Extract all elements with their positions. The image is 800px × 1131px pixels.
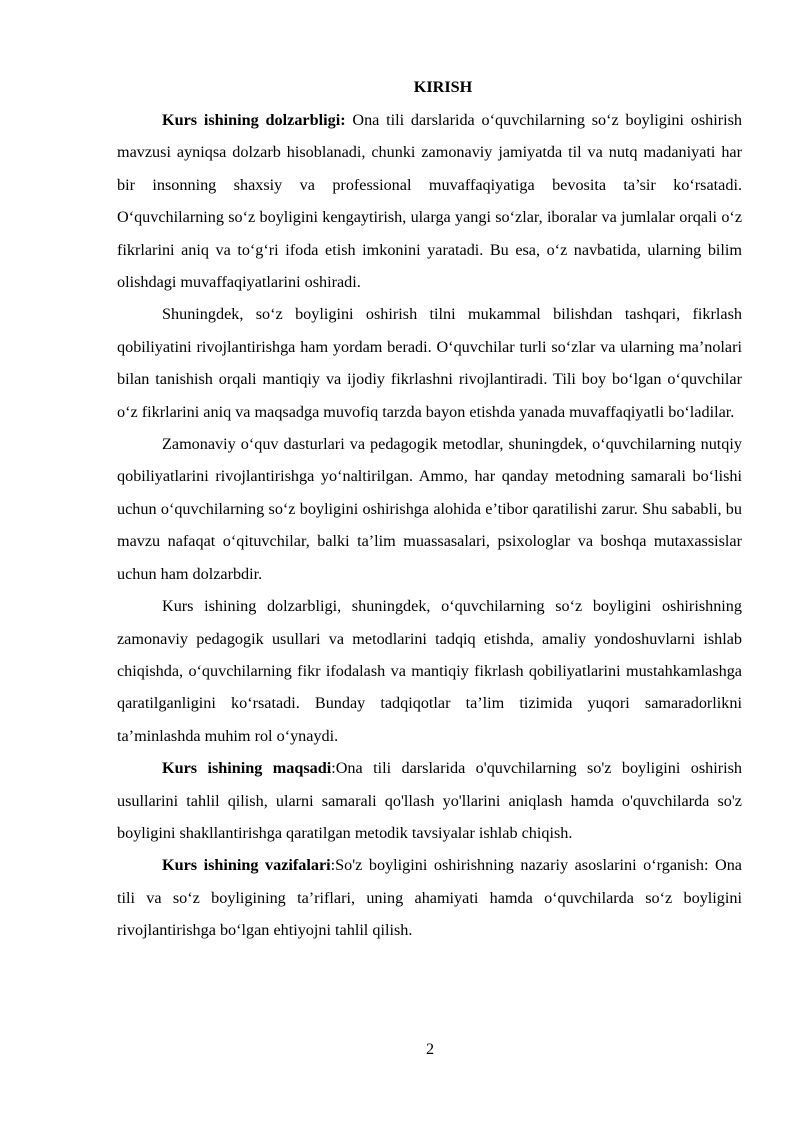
paragraph-text: Ona tili darslarida o‘quvchilarning so‘z boyligini oshirish mavzusi ayniqsa dolzarb hisoblanadi, chunki zamonaviy jamiyatda til va nutq madaniyati har bir insonning shaxsiy va professional muvaffaqiyatiga bevosita ta’sir ko‘rsatadi. O‘quvchilarning so‘z boyligini kengaytirish, ularga yangi so‘zlar, iboralar va jumlalar orqali o‘z fikrlarini aniq va to‘g‘ri ifoda etish imkonini yaratadi. Bu esa, o‘z navbatida, ularning bilim olishdagi muvaffaqiyatlarini oshiradi. (117, 111, 742, 292)
paragraph-label: Kurs ishining maqsadi (162, 759, 332, 778)
paragraph-relevance (117, 104, 742, 298)
page-number: 2 (425, 1040, 435, 1058)
paragraph-text: Shuningdek, so‘z boyligini oshirish tilni mukammal bilishdan tashqari, fikrlash qobiliyatini rivojlantirishga ham yordam beradi. O‘quvchilar turli so‘zlar va ularning ma’nolari bilan tanishish orqali mantiqiy va ijodiy fikrlashni rivojlantiradi. Tili boy bo‘lgan o‘quvchilar o‘z fikrlarini aniq va maqsadga muvofiq tarzda bayon etishda yanada muvaffaqiyatli bo‘ladilar. (117, 305, 742, 421)
paragraph-text: Kurs ishining dolzarbligi, shuningdek, o‘quvchilarning so‘z boyligini oshirishning zamonaviy pedagogik usullari va metodlarini tadqiq etishda, amaliy yondoshuvlarni ishlab chiqishda, o‘quvchilarning fikr ifodalash va mantiqiy fikrlash qobiliyatlarini mustahkamlashga qaratilganligini ko‘rsatadi. Bunday tadqiqotlar ta’lim tizimida yuqori samaradorlikni ta’minlashda muhim rol o‘ynaydi. (117, 597, 742, 745)
paragraph-text: :Ona tili darslarida o'quvchilarning so'z boyligini oshirish usullarini tahlil qilish, ularni samarali qo'llash yo'llarini aniqlash hamda o'quvchilarda so'z boyligini shakllantirishga qaratilgan metodik tavsiyalar ishlab chiqish. (117, 759, 742, 842)
paragraph-research (117, 590, 742, 752)
paragraph-text: :So'z boyligini oshirishning nazariy asoslarini o‘rganish: Ona tili va so‘z boyligining ta’riflari, uning ahamiyati hamda o‘quvchilarda so‘z boyligini rivojlantirishga bo‘lgan ehtiyojni tahlil qilish. (117, 856, 742, 940)
paragraph-label: Kurs ishining dolzarbligi: (162, 111, 346, 129)
paragraph-text: Zamonaviy o‘quv dasturlari va pedagogik metodlar, shuningdek, o‘quvchilarning nutqiy qobiliyatlarini rivojlantirishga yo‘naltirilgan. Ammo, har qanday metodning samarali bo‘lishi uchun o‘quvchilarning so‘z boyligini oshirishga alohida e’tibor qaratilishi zarur. Shu sababli, bu mavzu nafaqat o‘qituvchilar, balki ta’lim muassasalari, psixologlar va boshqa mutaxassislar uchun ham dolzarbdir. (117, 435, 742, 583)
page-body (117, 75, 742, 947)
paragraph-tasks (117, 849, 742, 946)
section-heading: KIRISH (413, 78, 473, 96)
paragraph-goal (117, 752, 742, 849)
paragraph-label: Kurs ishining vazifalari (162, 856, 331, 875)
paragraph-curricula (117, 428, 742, 590)
paragraph-thinking (117, 298, 742, 428)
